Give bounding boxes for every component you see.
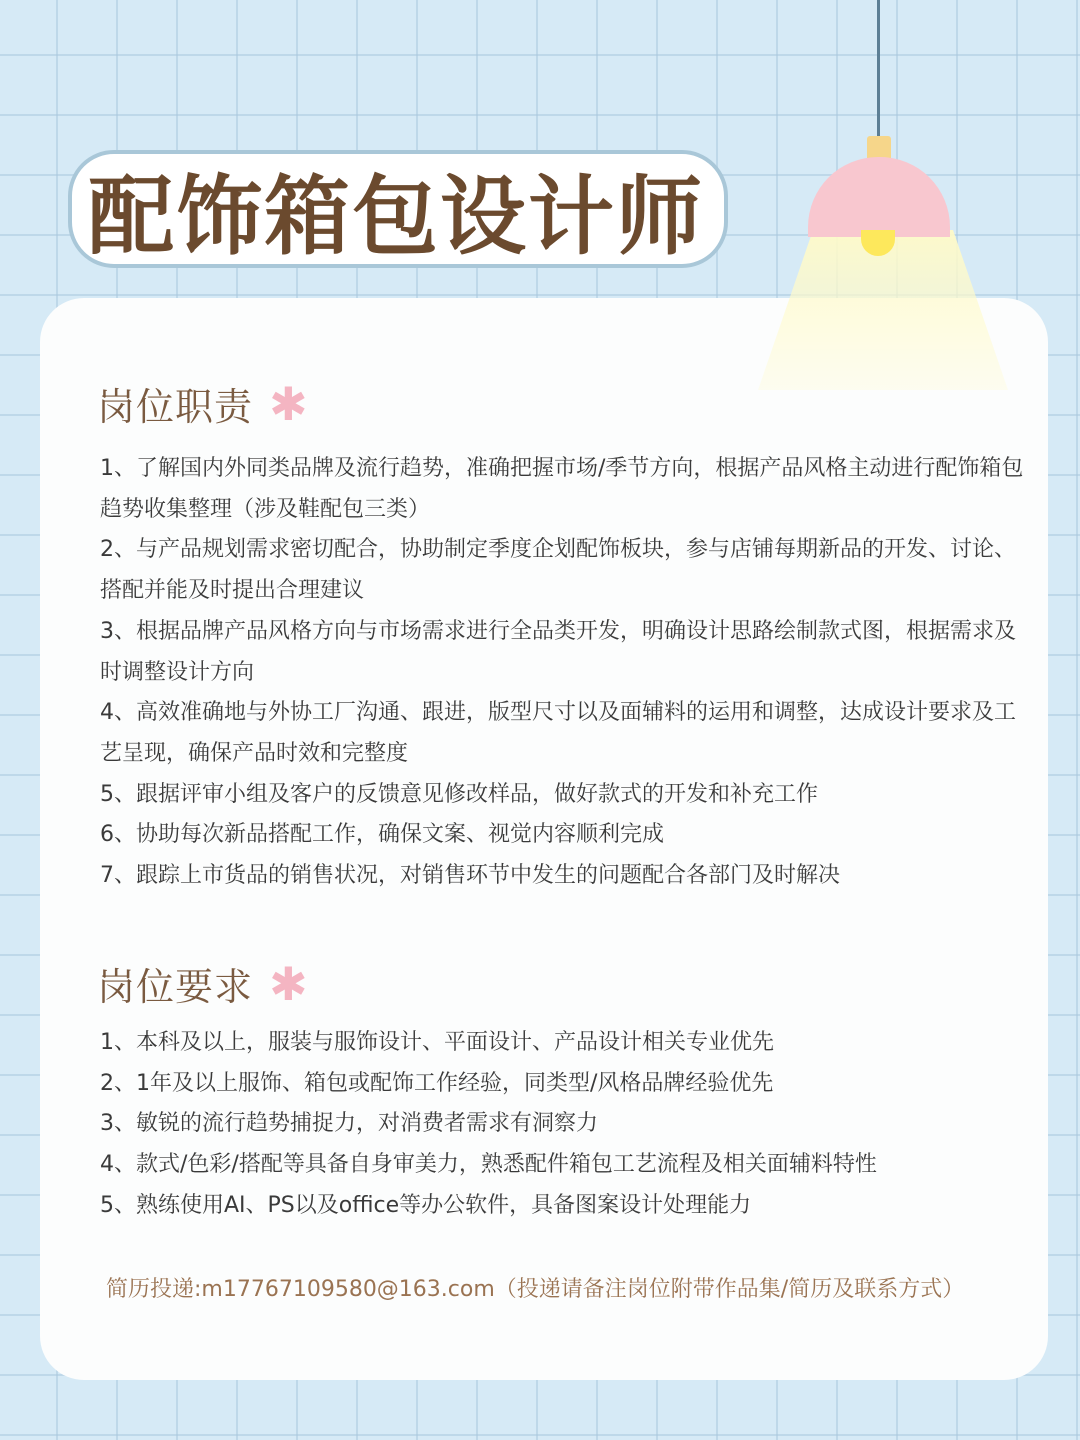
- asterisk-icon: ✱: [269, 956, 308, 1011]
- list-item: 7、跟踪上市货品的销售状况，对销售环节中发生的问题配合各部门及时解决: [100, 863, 840, 889]
- ceiling-lamp-icon: [808, 157, 950, 237]
- contact-info: 简历投递:m17767109580@163.com（投递请备注岗位附带作品集/简历及联系方式）: [106, 1277, 965, 1302]
- duties-heading: [97, 376, 308, 431]
- requirements-heading: [97, 956, 308, 1011]
- list-item: 3、敏锐的流行趋势捕捉力，对消费者需求有洞察力: [100, 1111, 598, 1137]
- list-item: 6、协助每次新品搭配工作，确保文案、视觉内容顺利完成: [100, 822, 664, 848]
- list-item: 3、根据品牌产品风格方向与市场需求进行全品类开发，明确设计思路绘制款式图，根据需求及时调整设计方向: [100, 618, 1017, 685]
- list-item: 1、了解国内外同类品牌及流行趋势，准确把握市场/季节方向，根据产品风格主动进行配饰箱包趋势收集整理（涉及鞋配包三类）: [100, 456, 1024, 522]
- page-title: 配饰箱包设计师: [68, 150, 728, 268]
- list-item: 5、跟据评审小组及客户的反馈意见修改样品，做好款式的开发和补充工作: [100, 781, 818, 807]
- list-item: 2、与产品规划需求密切配合，协助制定季度企划配饰板块，参与店铺每期新品的开发、讨论、搭配并能及时提出合理建议: [100, 537, 1017, 604]
- requirements-list: [100, 1023, 1025, 1227]
- lamp-cord: [877, 0, 880, 140]
- list-item: 2、1年及以上服饰、箱包或配饰工作经验，同类型/风格品牌经验优先: [100, 1070, 774, 1096]
- asterisk-icon: ✱: [269, 376, 308, 431]
- list-item: 1、本科及以上，服装与服饰设计、平面设计、产品设计相关专业优先: [100, 1030, 774, 1055]
- duties-list: [100, 449, 1025, 897]
- list-item: 4、款式/色彩/搭配等具备自身审美力，熟悉配件箱包工艺流程及相关面辅料特性: [100, 1152, 877, 1178]
- list-item: 5、熟练使用AI、PS以及office等办公软件，具备图案设计处理能力: [100, 1192, 752, 1218]
- list-item: 4、高效准确地与外协工厂沟通、跟进，版型尺寸以及面辅料的运用和调整，达成设计要求及工艺呈现，确保产品时效和完整度: [100, 700, 1017, 766]
- requirements-heading-text: 岗位要求: [97, 965, 254, 1009]
- duties-heading-text: 岗位职责: [97, 385, 254, 429]
